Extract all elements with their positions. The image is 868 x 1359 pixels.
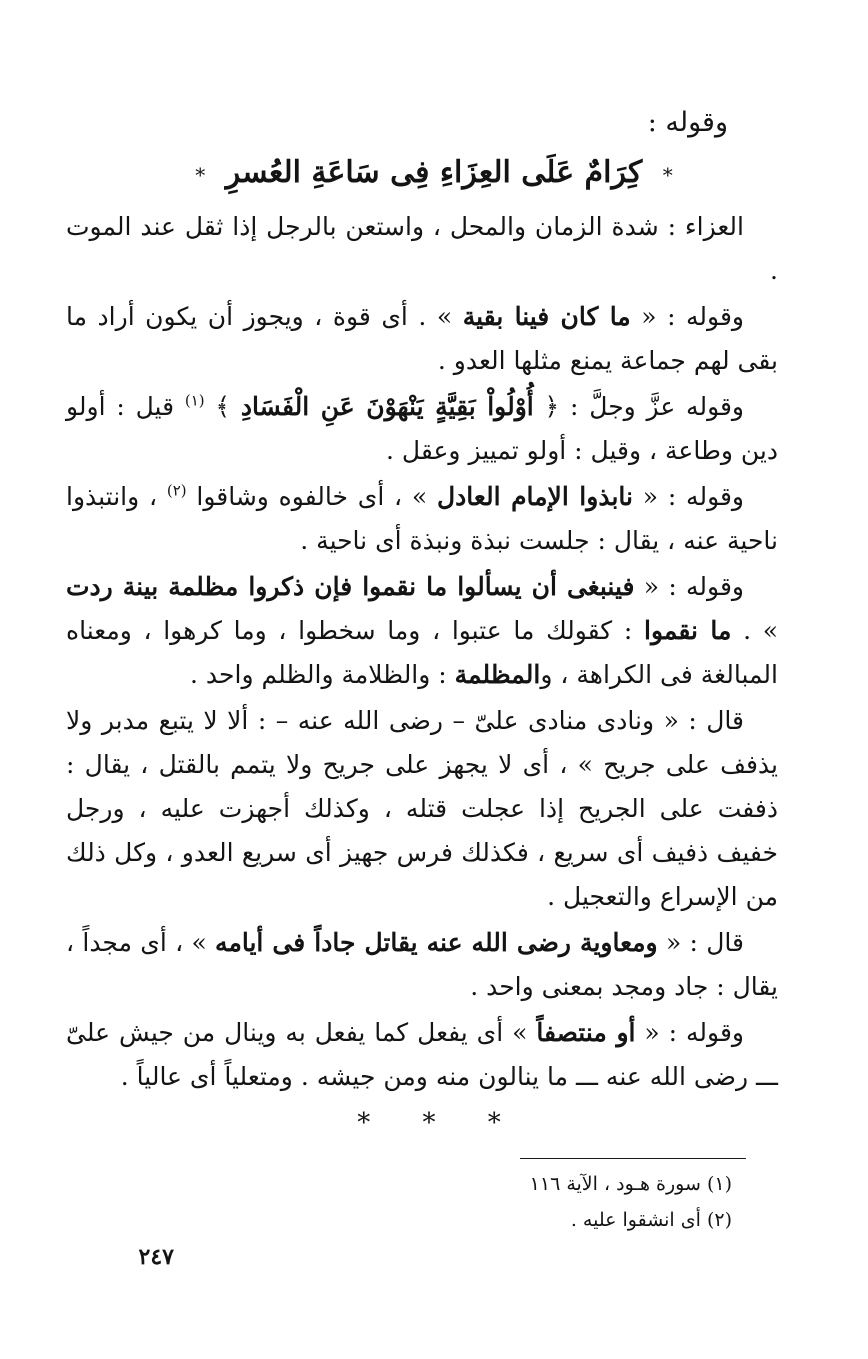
footnote-marker: (١) [184, 391, 205, 410]
paragraph [66, 1011, 778, 1099]
text-run: العزاء : شدة الزمان والمحل ، واستعن بالرجل إذا ثقل عند الموت . [66, 212, 778, 285]
text-run: » . [731, 616, 779, 645]
text-run: قال : « ونادى منادى علىّ – رضى الله عنه – : ألا لا يتبع مدبر ولا يذفف على جريح » ، أى لا يجهز على جريح ولا يتمم بالقتل ، يقال : ذففت على الجريح إذا عجلت قتله ، وكذلك أجهزت عليه ، ورجل خفيف ذفيف أى سريع ، فكذلك فرس جهيز أى سريع العدو ، وكل ذلك من الإسراع والتعجيل . [66, 706, 778, 911]
commentary-body [66, 205, 778, 1101]
bold-quote: فينبغى أن يسألوا ما نقموا فإن ذكروا مظلمة بينة ردت [66, 572, 635, 601]
verse-star-right: * [662, 163, 673, 187]
footnotes [312, 1166, 732, 1238]
text-run: » ، أى مجداً ، يقال : جاد ومجد بمعنى واحد . [66, 928, 778, 1001]
paragraph [66, 921, 778, 1009]
footnote-1: (١) سورة هـود ، الآية ١١٦ [529, 1173, 732, 1195]
verse-text: كِرَامٌ عَلَى العِزَاءِ فِى سَاعَةِ العُسرِ [225, 155, 643, 190]
paragraph [66, 475, 778, 563]
footnote-2: (٢) أى انشقوا عليه . [570, 1209, 732, 1231]
footnote-rule [520, 1158, 746, 1159]
text-run: وقوله : « [634, 572, 744, 601]
text-run: وقوله : « [630, 302, 744, 331]
bold-quote: أو منتصفاً [536, 1018, 636, 1047]
bold-quote: أُوْلُواْ بَقِيَّةٍ يَنْهَوْنَ عَنِ الْفَسَادِ [240, 392, 534, 421]
bold-quote: ما نقموا [644, 616, 732, 645]
bold-quote: ومعاوية رضى الله عنه يقاتل جاداً فى أيامه [215, 928, 658, 957]
text-run: » . أى قوة ، ويجوز أن يكون أراد ما بقى لهم جماعة يمنع مثلها العدو . [66, 302, 778, 375]
bold-quote: نابذوا الإمام العادل [437, 482, 633, 511]
paragraph [66, 565, 778, 697]
verse-line [0, 148, 868, 200]
intro-line: وقوله : [647, 107, 728, 138]
text-run: » ، أى خالفوه وشاقوا [186, 482, 437, 511]
text-run: قال : « [657, 928, 744, 957]
text-run: وقوله عزَّ وجلَّ : ﴿ [533, 392, 745, 421]
section-separator [0, 1108, 868, 1138]
page-number: ٢٤٧ [138, 1244, 174, 1270]
verse-star-left: * [195, 163, 206, 187]
paragraph [66, 205, 778, 293]
text-run: قيل : أولو دين وطاعة ، وقيل : أولو تمييز وعقل . [66, 392, 778, 465]
text-run: : والظلامة والظلم واحد . [190, 660, 455, 689]
text-run: » أى يفعل كما يفعل به وينال من جيش علىّ ـــ رضى الله عنه ـــ ما ينالون منه ومن جيشه . ومتعلياً أى عالياً . [66, 1018, 778, 1091]
bold-quote: ما كان فينا بقية [462, 302, 631, 331]
separator-star: * [357, 1108, 381, 1138]
text-run: وقوله : « [635, 1018, 744, 1047]
bold-quote: المظلمة [454, 660, 541, 689]
footnote-marker: (٢) [166, 481, 187, 500]
text-run: ﴾ [204, 392, 241, 421]
paragraph [66, 385, 778, 473]
text-run: وقوله : « [632, 482, 745, 511]
separator-star: * [487, 1108, 511, 1138]
text-run: ، وانتبذوا ناحية عنه ، يقال : جلست نبذة ونبذة أى ناحية . [66, 482, 778, 555]
text-run: : كقولك ما عتبوا ، وما سخطوا ، وما كرهوا ، ومعناه المبالغة فى الكراهة ، و [66, 616, 778, 689]
paragraph [66, 295, 778, 383]
separator-star: * [422, 1108, 446, 1138]
paragraph [66, 699, 778, 919]
